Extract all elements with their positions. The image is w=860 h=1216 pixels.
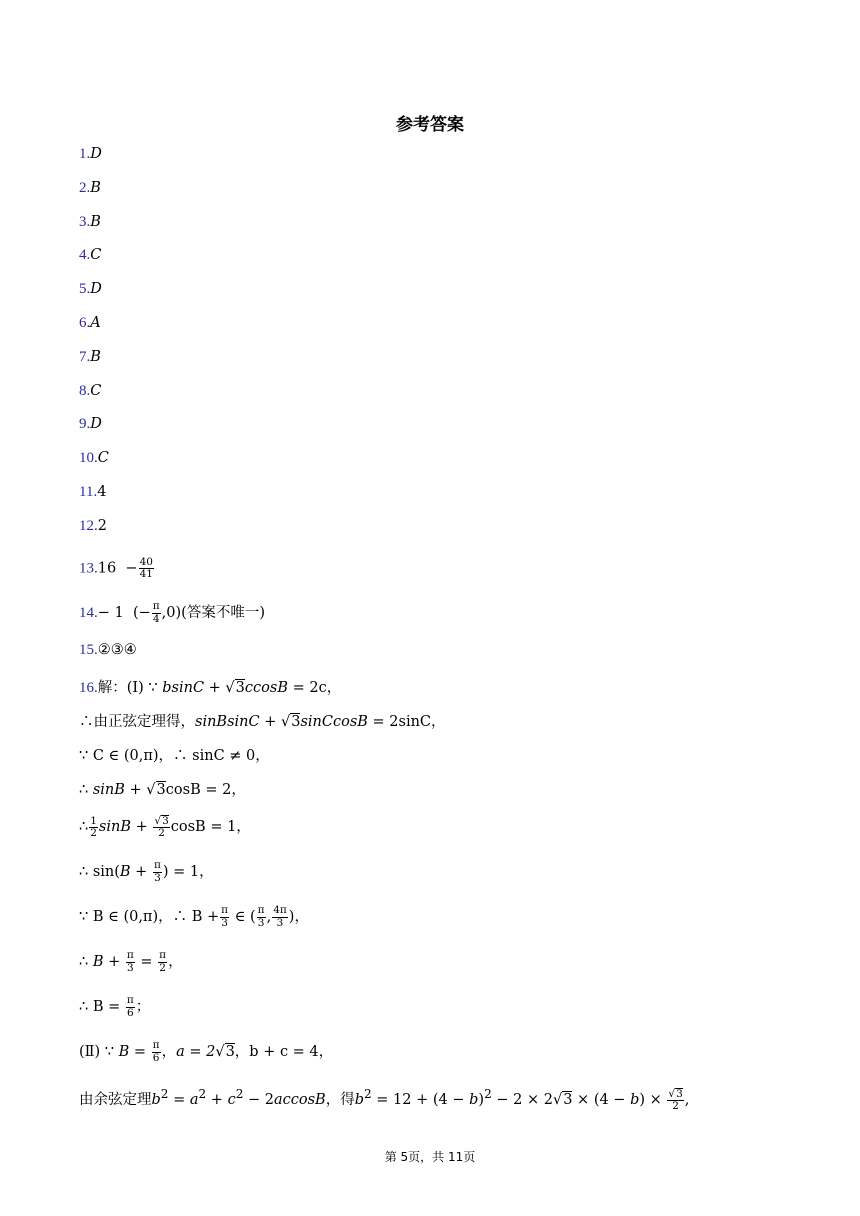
part-label: (Ⅱ) [79,1044,101,1060]
answer-row [79,146,102,163]
solution-16-line-5: ∴ $\frac{1}{2}$ sinB + $\frac{√3}{2}$ cosB = 1， [79,814,251,840]
question-number: 5. [79,281,91,298]
answer-14 [79,601,265,625]
answer-value: D [90,416,102,433]
solution-16-line-10: (Ⅱ) ∵ B = $\frac{\pi}{6}$ ，a = 2√3，b + c = 4， [79,1039,334,1064]
solution-label: 解： [97,680,127,696]
answer-row [79,214,101,231]
question-number: 16. [79,680,98,696]
answer-value: 4 [97,484,107,500]
equation-tail: 2c， [309,680,342,696]
equation-tail: ，b + c = 4， [234,1044,334,1060]
answer-15 [79,642,137,659]
answer-row [79,518,107,535]
solution-16-line-8: ∴ B + $\frac{\pi}{3}$ = $\frac{\pi}{2}$ ， [79,949,183,974]
solution-16-line-9: ∴ B = $\frac{\pi}{6}$ ； [79,994,151,1019]
question-number: 3. [79,213,91,230]
solution-text: ∴ B = [79,999,121,1015]
solution-text: 由余弦定理 [79,1091,152,1108]
answer-row [79,349,101,366]
answer-row [79,484,106,501]
question-number: 1. [79,146,91,162]
fraction: $\frac{\pi}{4}$ [152,600,160,625]
answer-row [79,247,101,264]
answer-value: D [90,146,102,162]
solution-text: ∴由正弦定理得， [79,714,195,730]
solution-16-line-4: ∴ sinB + √3cosB = 2， [79,782,246,798]
answer-value: B [90,213,101,230]
answer-value: B [90,348,101,365]
solution-text: ∵ B ∈ (0,π)，∴ B + [79,909,220,925]
answer-value: C [97,450,109,467]
question-number: 4. [79,247,91,264]
question-number: 8. [79,382,91,399]
question-number: 11. [79,484,98,500]
solution-16-line-11: 由余弦定理$b^2 = a^2 + c^2 - 2accosB$，得$b^2 = 12 + (4 - b)^2 - 2 \times 2√3 \times (4 - b)$ × $\frac{√3}{2}$ , [79,1087,690,1112]
equation-tail: ) = 1， [162,864,214,880]
question-number: 9. [79,416,91,433]
question-number: 12. [79,517,98,534]
answer-value: ,0) [161,605,182,621]
answer-row [79,281,102,298]
question-number: 6. [79,315,91,331]
question-number: 10. [79,450,98,467]
fraction: $\frac{40}{41}$ [139,556,153,581]
answer-row [79,180,101,197]
answer-row [79,315,101,332]
answer-value: C [90,247,102,264]
equation-tail: = 2sinC， [372,714,446,730]
answer-value: ②③④ [97,642,137,658]
question-number: 13. [79,560,98,577]
answer-note: (答案不唯一) [181,605,265,621]
answer-value: − 1 [97,605,124,621]
question-number: 15. [79,642,98,658]
solution-16-line-1: 16.解：(Ⅰ) ∵ bsinC + √3ccosB = 2c， [79,680,342,696]
equation-part: a = 2 [176,1044,216,1060]
answer-row [79,383,101,400]
answer-value: C [90,382,102,399]
minus-sign: − [125,560,138,577]
solution-16-line-7: ∵ B ∈ (0,π)，∴ B + $\frac{\pi}{3}$ ∈ ( $\frac{\pi}{3}$ , $\frac{4\pi}{3}$ )， [79,904,309,929]
equation-tail: cosB = 1， [170,819,251,836]
answer-value: 2 [97,517,107,534]
solution-16-line-2: ∴由正弦定理得，sinBsinC + √3sinCcosB = 2sinC， [79,714,446,730]
question-number: 14. [79,605,98,621]
equation-tail: cosB = 2， [165,782,246,798]
answer-value: A [90,315,101,331]
answer-13 [79,557,155,580]
solution-16-line-3: ∵ C ∈ (0,π)，∴ sinC ≠ 0， [79,748,270,764]
answer-row [79,450,109,467]
answer-value: D [90,281,102,298]
answer-value: 16 [97,560,117,577]
page-footer: 第 5页，共 11页 [384,1150,476,1164]
solution-16-line-6: ∴ sin(B + $\frac{\pi}{3}$ ) = 1， [79,859,214,884]
answer-value: B [90,179,101,196]
question-number: 2. [79,179,91,196]
page-title: 参考答案 [396,115,464,135]
answer-row [79,416,102,433]
part-label: (Ⅰ) [126,680,144,696]
solution-text: ，得 [325,1091,355,1108]
question-number: 7. [79,348,91,365]
answer-value: (− [132,605,151,621]
